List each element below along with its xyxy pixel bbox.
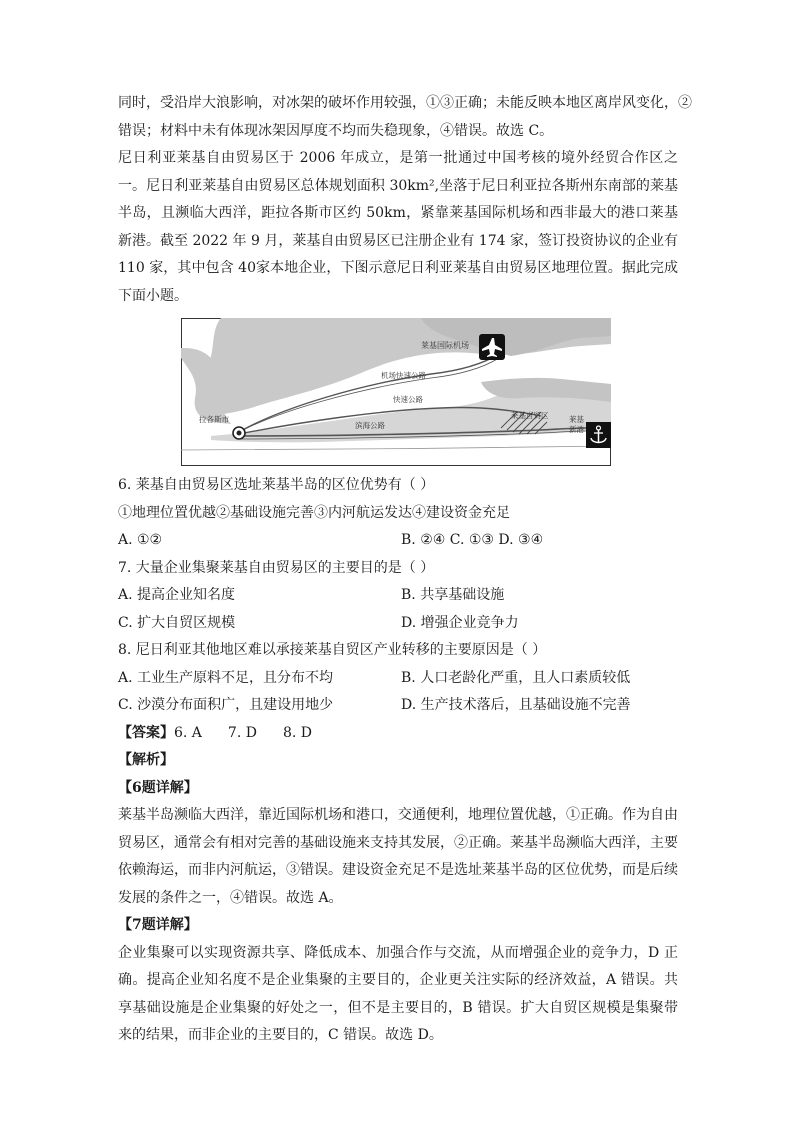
q7-stem: 7. 大量企业集聚莱基自由贸易区的主要目的是（ ） [118, 559, 435, 576]
answer-6: 6. A [174, 724, 202, 741]
airplane-icon [479, 334, 505, 360]
q7-options-row1 [118, 582, 678, 610]
answer-label: 【答案】 [118, 724, 174, 741]
q6-option-bcd: B. ②④ C. ①③ D. ③④ [401, 532, 544, 548]
map-label-port-1: 莱基 [569, 415, 584, 424]
para1-line1: 同时，受沿岸大浪影响，对冰架的破坏作用较强，①③正确；未能反映本地区离岸风变化，② [118, 95, 692, 111]
analysis-label: 【解析】 [118, 752, 174, 768]
map-label-airport-road: 机场快速公路 [381, 371, 426, 380]
map-label-airport: 莱基国际机场 [421, 341, 469, 350]
q7-option-b: B. 共享基础设施 [401, 587, 505, 603]
q8-options-row1 [118, 665, 678, 693]
q6-items: ①地理位置优越②基础设施完善③内河航运发达④建设资金充足 [118, 504, 510, 521]
q8-option-c: C. 沙漠分布面积广，且建设用地少 [118, 697, 334, 713]
map-label-express-road: 快速公路 [393, 395, 423, 404]
answer-8: 8. D [282, 724, 313, 741]
anchor-icon [586, 422, 611, 448]
d6-label: 【6题详解】 [118, 779, 198, 796]
q8-stem: 8. 尼日利亚其他地区难以承接莱基自贸区产业转移的主要原因是（ ） [118, 642, 547, 658]
map-figure [181, 318, 611, 466]
d7-text: 企业集聚可以实现资源共享、降低成本、加强合作与交流，从而增强企业的竞争力，D 正确。提高企业知名度不是企业集聚的主要目的，企业更关注实际的经济效益，A 错误。共享基础设施是企业集聚的好处之一，但不是主要目的，B 错误。扩大自贸区规模是集聚带来的结果，而非企业的主要目的，C 错误。故选 D。 [118, 944, 678, 1043]
q7-option-d: D. 增强企业竞争力 [401, 614, 519, 631]
q8-option-a: A. 工业生产原料不足，且分布不均 [118, 669, 334, 686]
answer-line [118, 720, 678, 748]
document-page [118, 90, 692, 1050]
q6-stem: 6. 莱基自由贸易区选址莱基半岛的区位优势有（ ） [118, 477, 435, 493]
d7-label: 【7题详解】 [118, 917, 198, 933]
d6-text: 莱基半岛濒临大西洋，靠近国际机场和港口，交通便利，地理位置优越，①正确。作为自由贸易区，通常会有相对完善的基础设施来支持其发展，②正确。莱基半岛濒临大西洋，主要依赖海运，而非内河航运，③错误。建设资金充足不是选址莱基半岛的区位优势，而是后续发展的条件之一，④错误。故选 A。 [118, 807, 678, 906]
q7-option-c: C. 扩大自贸区规模 [118, 614, 236, 631]
intro-paragraph: 尼日利亚莱基自由贸易区于 2006 年成立，是第一批通过中国考核的境外经贸合作区之一。尼日利亚莱基自由贸易区总体规划面积 30km²,坐落于尼日利亚拉各斯州东南部的莱基半岛，且濒临大西洋，距拉各斯市区约 50km，紧靠莱基国际机场和西非最大的港口莱基新港。截至 2022 年 9 月，莱基自由贸易区已注册企业有 174 家，签订投资协议的企业有 110 家，其中包含 40家本地企业，下图示意尼日利亚莱基自由贸易区地理位置。据此完成下面小题。 [118, 150, 678, 304]
map-label-coastal-road: 滨海公路 [355, 421, 385, 430]
q8-option-d: D. 生产技术落后，且基础设施不完善 [401, 697, 631, 713]
q8-option-b: B. 人口老龄化严重，且人口素质较低 [401, 669, 631, 686]
q6-option-a: A. ①② [118, 532, 163, 548]
map-label-port-2: 新港 [569, 425, 584, 434]
para1-line2: 错误；材料中未有体现冰架因厚度不均而失稳现象，④错误。故选 C。 [118, 122, 554, 139]
q6-options [118, 527, 678, 555]
answer-7: 7. D [227, 724, 257, 741]
map-label-ftz: 莱基自贸区 [511, 411, 549, 420]
map-label-city: 拉各斯市 [199, 415, 229, 424]
location-map [181, 318, 611, 466]
q8-options-row2 [118, 692, 678, 720]
q7-options-row2 [118, 610, 678, 638]
q7-option-a: A. 提高企业知名度 [118, 587, 236, 603]
